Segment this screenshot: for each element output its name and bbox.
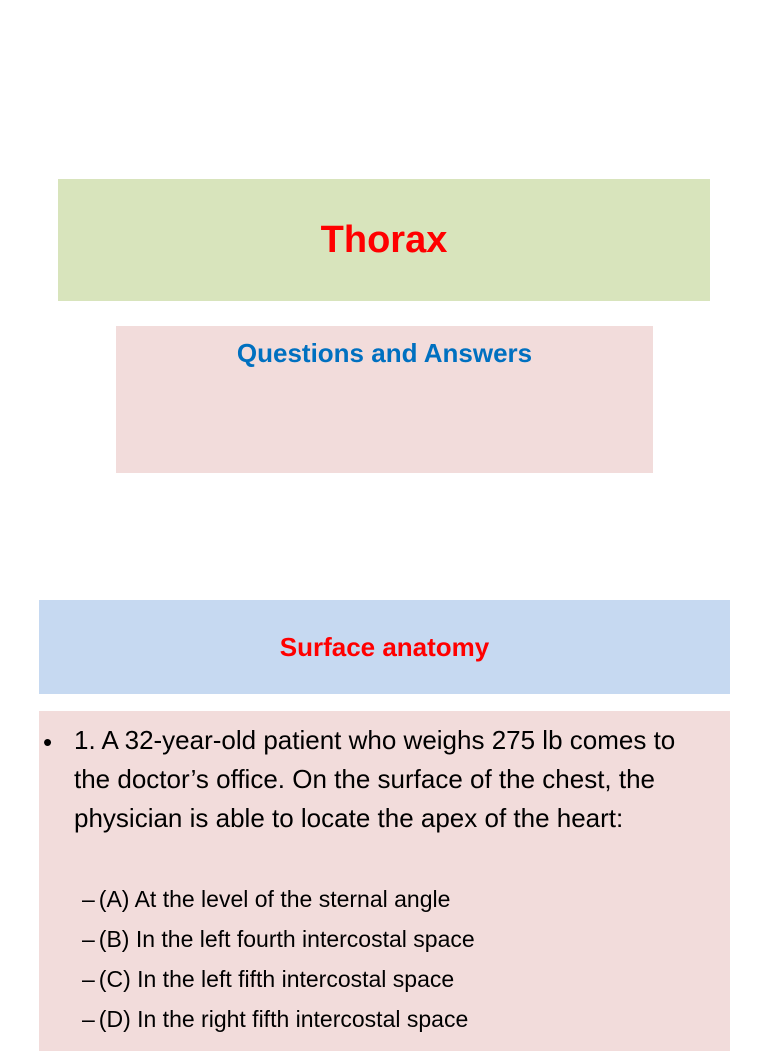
question-text: 1. A 32-year-old patient who weighs 275 lb comes to the doctor’s office. On the surface of the chest, the physician is able to locate the apex of the heart: [74, 725, 676, 833]
answer-option-label: (A) At the level of the sternal angle [98, 886, 451, 912]
section-title: Surface anatomy [279, 631, 490, 662]
dash-icon: – [82, 966, 95, 992]
answer-option-c [82, 959, 475, 999]
answer-option-label: (C) In the left fifth intercostal space [98, 966, 455, 992]
answer-option-label: (D) In the right fifth intercostal space [98, 1006, 469, 1032]
page-subtitle: Questions and Answers [236, 338, 533, 368]
page-title: Thorax [320, 218, 448, 261]
question-card [39, 711, 730, 1051]
answer-option-b [82, 919, 475, 959]
answer-options [82, 879, 475, 1039]
dash-icon: – [82, 926, 95, 952]
answer-option-d [82, 999, 475, 1039]
bullet-icon: • [43, 727, 53, 757]
answer-option-a [82, 879, 475, 919]
title-banner [58, 179, 710, 301]
section-banner [39, 600, 730, 694]
dash-icon: – [82, 886, 95, 912]
subtitle-banner [116, 326, 653, 473]
answer-option-label: (B) In the left fourth intercostal space [98, 926, 475, 952]
dash-icon: – [82, 1006, 95, 1032]
